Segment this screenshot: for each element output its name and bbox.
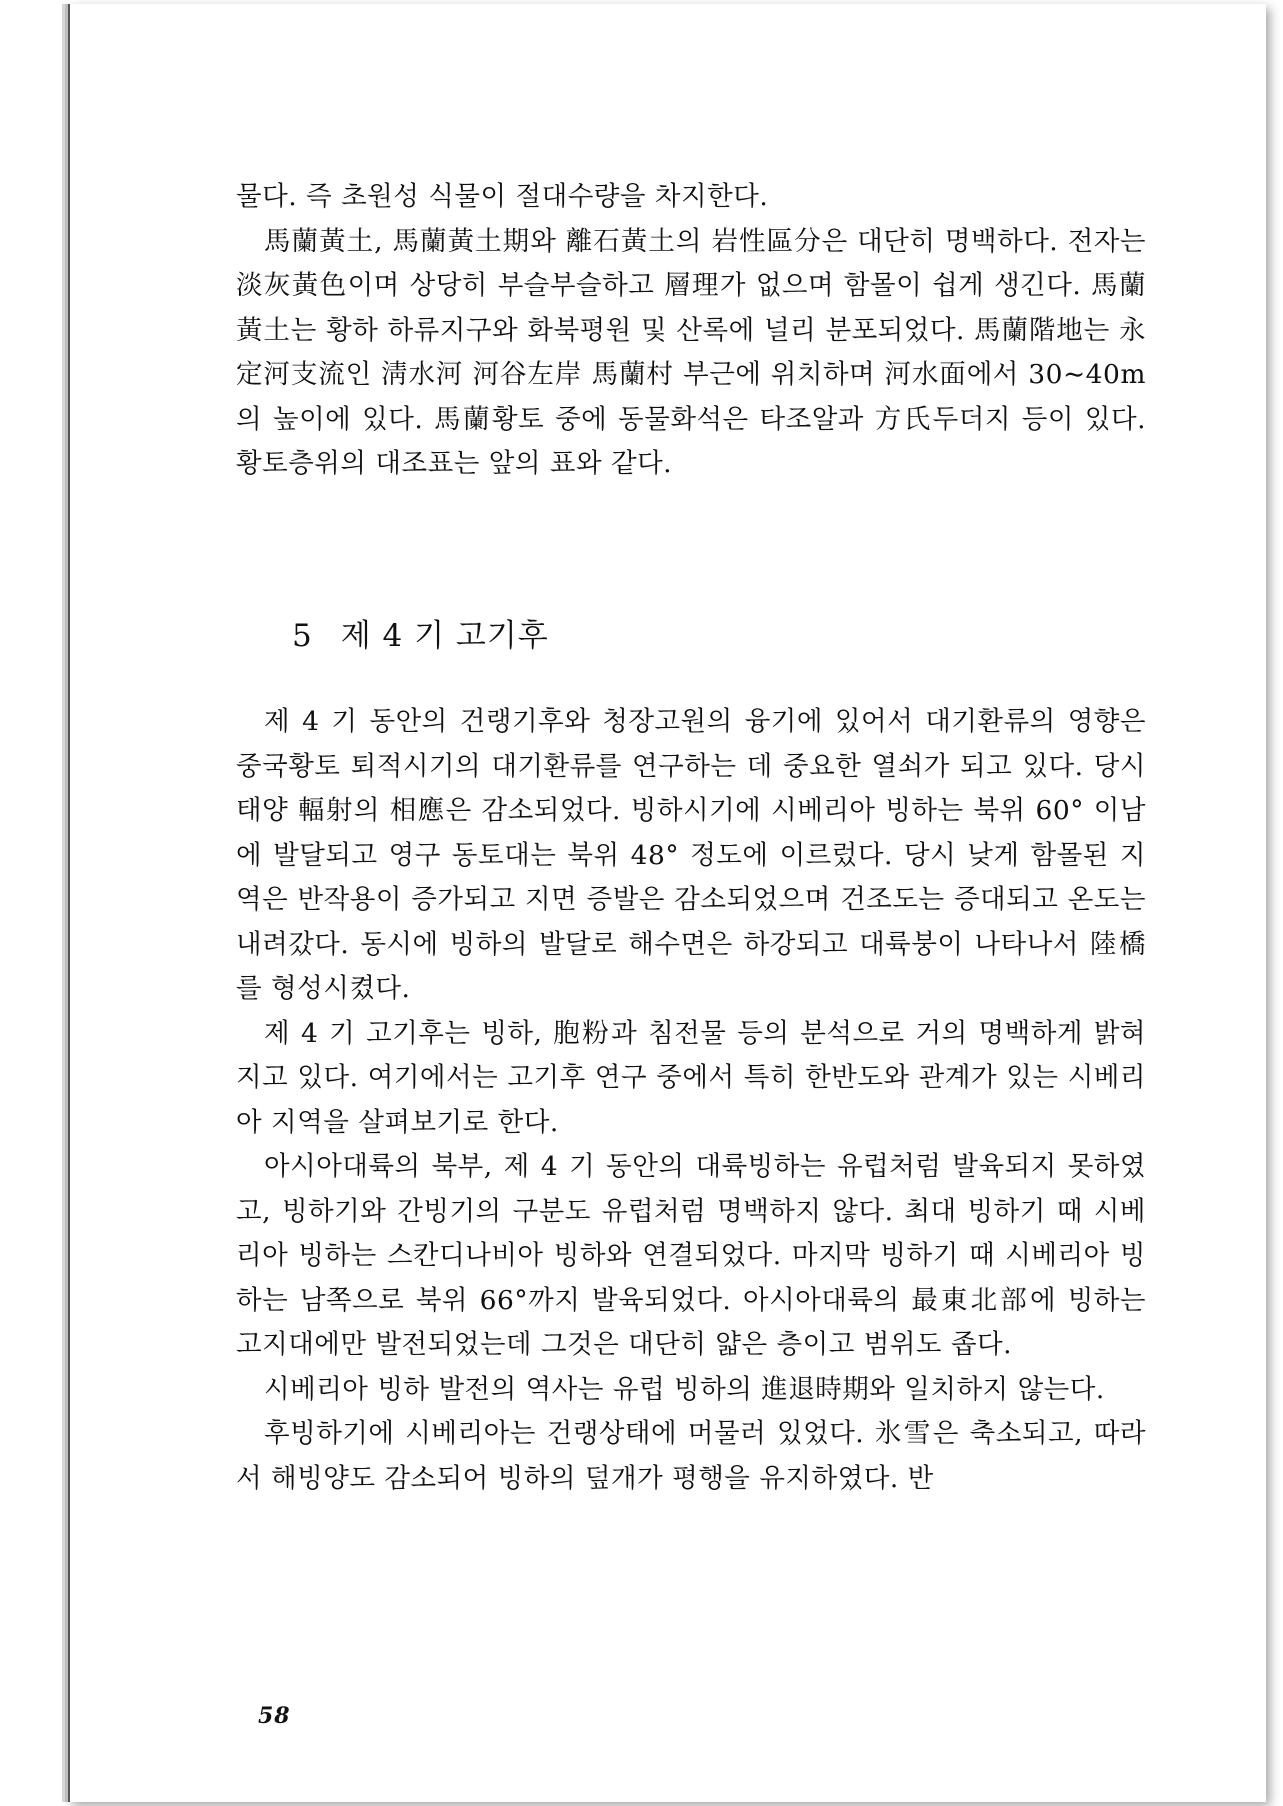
- paragraph: 아시아대륙의 북부, 제 4 기 동안의 대륙빙하는 유럽처럼 발육되지 못하였고, 빙하기와 간빙기의 구분도 유럽처럼 명백하지 않다. 최대 빙하기 때 시베리아 빙하는 스칸디나비아 빙하와 연결되었다. 마지막 빙하기 때 시베리아 빙하는 남쪽으로 북위 66°까지 발육되었다. 아시아대륙의 最東北部에 빙하는 고지대에만 발전되었는데 그것은 대단히 얇은 층이고 범위도 좁다.: [236, 1151, 1146, 1360]
- paragraph: 시베리아 빙하 발전의 역사는 유럽 빙하의 進退時期와 일치하지 않는다.: [264, 1373, 1105, 1405]
- text-block-top: [236, 175, 1146, 487]
- page-number: 58: [258, 1703, 291, 1729]
- section-heading: [292, 610, 549, 655]
- paragraph: 제 4 기 동안의 건랭기후와 청장고원의 융기에 있어서 대기환류의 영향은 중국황토 퇴적시기의 대기환류를 연구하는 데 중요한 열쇠가 되고 있다. 당시 태양 輻射의 相應은 감소되었다. 빙하시기에 시베리아 빙하는 북위 60° 이남에 발달되고 영구 동토대는 북위 48° 정도에 이르렀다. 당시 낮게 함몰된 지역은 반작용이 증가되고 지면 증발은 감소되었으며 건조도는 증대되고 온도는 내려갔다. 동시에 빙하의 발달로 해수면은 하강되고 대륙붕이 나타나서 陸橋를 형성시켰다.: [236, 706, 1146, 1004]
- paragraph: 후빙하기에 시베리아는 건랭상태에 머물러 있었다. 氷雪은 축소되고, 따라서 해빙양도 감소되어 빙하의 덮개가 평행을 유지하였다. 반: [236, 1418, 1146, 1494]
- paragraph: 물다. 즉 초원성 식물이 절대수량을 차지한다.: [236, 181, 769, 212]
- text-block-main: [236, 700, 1146, 1501]
- paragraph: 馬蘭黃土, 馬蘭黃土期와 離石黃土의 岩性區分은 대단히 명백하다. 전자는 淡灰黃色이며 상당히 부슬부슬하고 層理가 없으며 함몰이 쉽게 생긴다. 馬蘭黃土는 황하 하류지구와 화북평원 및 산록에 널리 분포되었다. 馬蘭階地는 永定河支流인 淸水河 河谷左岸 馬蘭村 부근에 위치하며 河水面에서 30∼40m의 높이에 있다. 馬蘭황토 중에 동물화석은 타조알과 方氏두더지 등이 있다. 황토층위의 대조표는 앞의 표와 같다.: [236, 225, 1146, 479]
- section-number: 5: [292, 618, 313, 654]
- section-title: 제 4 기 고기후: [340, 618, 549, 654]
- paragraph: 제 4 기 고기후는 빙하, 胞粉과 침전물 등의 분석으로 거의 명백하게 밝혀지고 있다. 여기에서는 고기후 연구 중에서 특히 한반도와 관계가 있는 시베리아 지역을 살펴보기로 한다.: [236, 1017, 1146, 1138]
